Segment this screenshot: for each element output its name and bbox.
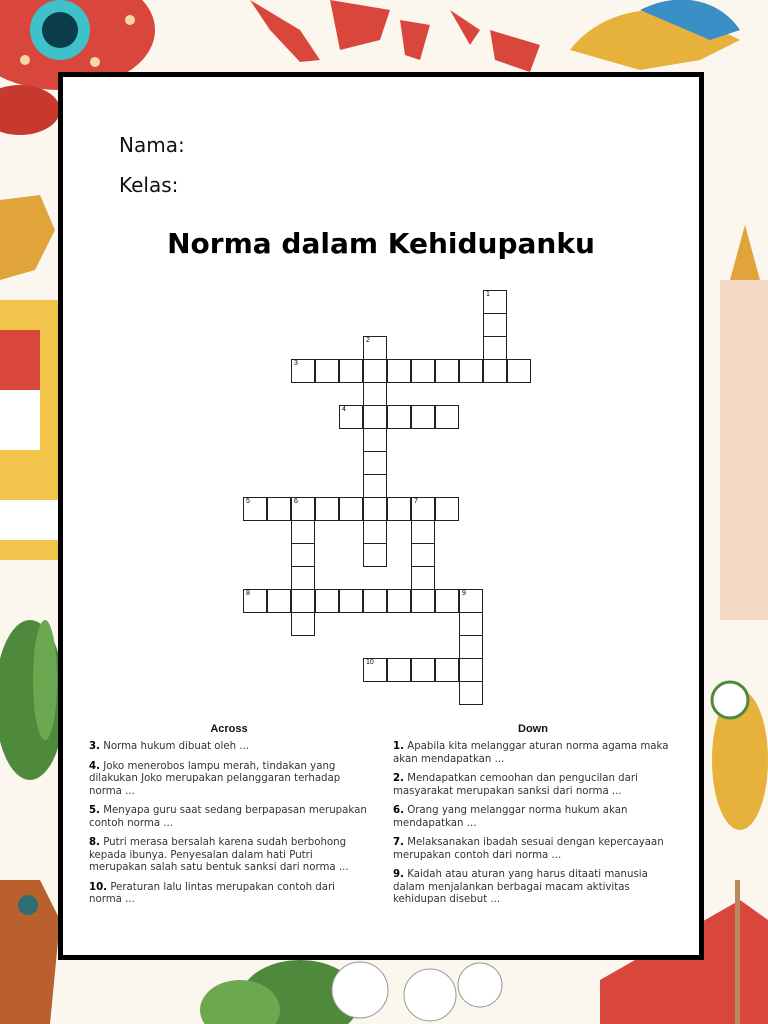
clue-number: 6 [294, 498, 298, 505]
crossword-cell[interactable] [387, 658, 411, 682]
clue-item: 8. Putri merasa bersalah karena sudah berbohong kepada ibunya. Penyesalan dalam hati Putri merupakan salah satu bentuk sanksi dari norma ... [89, 837, 349, 873]
crossword-cell[interactable] [363, 451, 387, 475]
crossword-cell[interactable] [483, 336, 507, 360]
clue-number: 4 [342, 406, 346, 413]
crossword-cell[interactable] [459, 658, 483, 682]
crossword-cell[interactable] [243, 497, 267, 521]
crossword-cell[interactable] [411, 520, 435, 544]
clue-item: 5. Menyapa guru saat sedang berpapasan merupakan contoh norma ... [89, 805, 367, 829]
clue-number: 7 [414, 498, 418, 505]
crossword-cell[interactable] [411, 497, 435, 521]
across-heading: Across [210, 723, 248, 735]
crossword-cell[interactable] [291, 543, 315, 567]
crossword-cell[interactable] [387, 589, 411, 613]
crossword-cell[interactable] [291, 589, 315, 613]
clue-number: 10 [366, 659, 374, 666]
clue-number: 9 [462, 590, 466, 597]
down-clues [393, 723, 673, 914]
crossword-cell[interactable] [315, 359, 339, 383]
crossword-cell[interactable] [291, 520, 315, 544]
crossword-cell[interactable] [435, 589, 459, 613]
crossword-cell[interactable] [483, 359, 507, 383]
class-label: Kelas: [119, 173, 179, 197]
crossword-cell[interactable] [483, 313, 507, 337]
clue-number: 8 [246, 590, 250, 597]
crossword-cell[interactable] [363, 520, 387, 544]
crossword-cell[interactable] [363, 382, 387, 406]
clue-item: 6. Orang yang melanggar norma hukum akan mendapatkan ... [393, 805, 628, 829]
clue-item: 2. Mendapatkan cemoohan dan pengucilan dari masyarakat merupakan sanksi dari norma ... [393, 773, 638, 797]
worksheet-title: Norma dalam Kehidupanku [167, 227, 595, 260]
green-leaves-illustration [0, 620, 65, 780]
crossword-cell[interactable] [387, 359, 411, 383]
across-clues [89, 723, 369, 914]
crossword-cell[interactable] [459, 681, 483, 705]
crossword-cell[interactable] [435, 497, 459, 521]
crossword-cell[interactable] [339, 405, 363, 429]
crossword-cell[interactable] [291, 566, 315, 590]
garuda-illustration [0, 195, 58, 560]
clue-item: 1. Apabila kita melanggar aturan norma agama maka akan mendapatkan ... [393, 741, 669, 765]
clue-number: 3 [294, 360, 298, 367]
crossword-cell[interactable] [411, 359, 435, 383]
down-heading: Down [518, 723, 548, 735]
crossword-cell[interactable] [339, 497, 363, 521]
crossword-cell[interactable] [459, 612, 483, 636]
crossword-cell[interactable] [411, 589, 435, 613]
crossword-cell[interactable] [411, 543, 435, 567]
crossword-cell[interactable] [363, 405, 387, 429]
crossword-cell[interactable] [291, 612, 315, 636]
crossword-cell[interactable] [315, 497, 339, 521]
crossword-cell[interactable] [243, 589, 267, 613]
crossword-cell[interactable] [363, 359, 387, 383]
crossword-cell[interactable] [411, 658, 435, 682]
crossword-cell[interactable] [435, 658, 459, 682]
crossword-cell[interactable] [459, 589, 483, 613]
clue-number: 1 [486, 291, 490, 298]
crossword-cell[interactable] [435, 405, 459, 429]
crossword-cell[interactable] [291, 497, 315, 521]
crossword-cell[interactable] [459, 359, 483, 383]
crossword-cell[interactable] [363, 474, 387, 498]
clue-number: 2 [366, 337, 370, 344]
rice-ornament-illustration [712, 682, 768, 830]
crossword-cell[interactable] [483, 290, 507, 314]
crossword-cell[interactable] [363, 497, 387, 521]
clue-item: 3. Norma hukum dibuat oleh ... [89, 741, 250, 752]
crossword-cell[interactable] [363, 589, 387, 613]
crossword-cell[interactable] [507, 359, 531, 383]
crossword-cell[interactable] [291, 359, 315, 383]
crossword-cell[interactable] [363, 658, 387, 682]
clue-item: 4. Joko menerobos lampu merah, tindakan yang dilakukan Joko merupakan pelanggaran terhadap norma ... [89, 760, 341, 797]
monas-monument-illustration [720, 225, 768, 620]
crossword-cell[interactable] [363, 336, 387, 360]
worksheet-card [58, 72, 704, 960]
crossword-cell[interactable] [411, 566, 435, 590]
crossword-cell[interactable] [315, 589, 339, 613]
jasmine-flowers-illustration [200, 960, 502, 1024]
crossword-cell[interactable] [267, 497, 291, 521]
clue-number: 5 [246, 498, 250, 505]
crossword-cell[interactable] [363, 543, 387, 567]
clue-item: 7. Melaksanakan ibadah sesuai dengan kepercayaan merupakan contoh dari norma ... [393, 837, 664, 861]
bird-of-paradise-illustration [570, 0, 740, 70]
indonesia-map-illustration [250, 0, 540, 72]
crossword-cell[interactable] [435, 359, 459, 383]
crossword-cell[interactable] [387, 497, 411, 521]
crossword-cell[interactable] [459, 635, 483, 659]
crossword-cell[interactable] [387, 405, 411, 429]
crossword-cell[interactable] [339, 589, 363, 613]
clue-item: 10. Peraturan lalu lintas merupakan contoh dari norma ... [89, 881, 336, 905]
clue-item: 9. Kaidah atau aturan yang harus ditaati manusia dalam menjalankan berbagai macam aktivitas kehidupan disebut ... [393, 869, 648, 905]
crossword-cell[interactable] [339, 359, 363, 383]
crossword-cell[interactable] [363, 428, 387, 452]
name-label: Nama: [119, 133, 185, 157]
crossword-cell[interactable] [267, 589, 291, 613]
crossword-cell[interactable] [411, 405, 435, 429]
